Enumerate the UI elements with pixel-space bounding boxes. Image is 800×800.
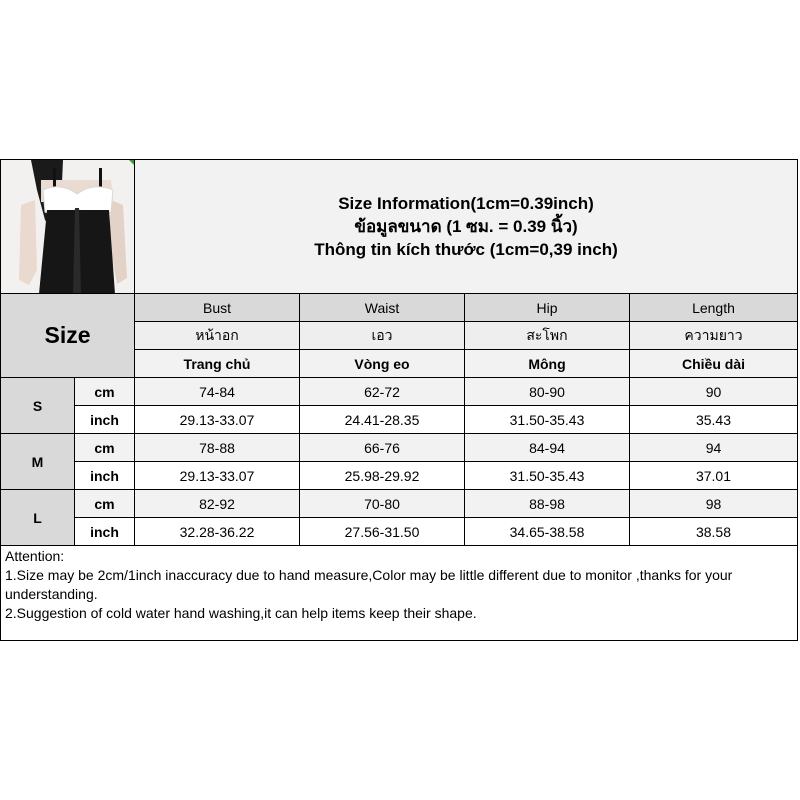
column-header-hip-th: สะโพก <box>465 322 630 350</box>
column-header-waist: Waist <box>300 294 465 322</box>
attention-heading: Attention: <box>5 548 65 564</box>
size-label-s: S <box>1 378 75 434</box>
column-header-hip: Hip <box>465 294 630 322</box>
table-cell: 82-92 <box>135 490 300 518</box>
table-cell: 80-90 <box>465 378 630 406</box>
table-cell: 88-98 <box>465 490 630 518</box>
table-cell: 70-80 <box>300 490 465 518</box>
unit-label-inch: inch <box>75 406 135 434</box>
unit-label-cm: cm <box>75 490 135 518</box>
table-cell: 37.01 <box>630 462 797 490</box>
column-header-length-th: ความยาว <box>630 322 797 350</box>
table-cell: 29.13-33.07 <box>135 462 300 490</box>
size-information-title <box>135 160 797 294</box>
title-vietnamese: Thông tin kích thước (1cm=0,39 inch) <box>314 240 618 259</box>
dress-model-image <box>1 160 135 294</box>
column-header-bust: Bust <box>135 294 300 322</box>
column-header-length-vi: Chiều dài <box>630 350 797 378</box>
table-cell: 62-72 <box>300 378 465 406</box>
attention-note-1: 1.Size may be 2cm/1inch inaccuracy due to hand measure,Color may be little different due to monitor ,thanks for your understanding. <box>5 567 733 602</box>
table-cell: 90 <box>630 378 797 406</box>
unit-label-inch: inch <box>75 518 135 546</box>
table-cell: 98 <box>630 490 797 518</box>
table-cell: 31.50-35.43 <box>465 462 630 490</box>
table-cell: 35.43 <box>630 406 797 434</box>
attention-notes <box>1 546 797 640</box>
table-cell: 78-88 <box>135 434 300 462</box>
column-header-bust-th: หน้าอก <box>135 322 300 350</box>
table-cell: 66-76 <box>300 434 465 462</box>
unit-label-inch: inch <box>75 462 135 490</box>
attention-note-2: 2.Suggestion of cold water hand washing,it can help items keep their shape. <box>5 605 477 621</box>
title-english: Size Information(1cm=0.39inch) <box>338 194 594 213</box>
table-cell: 25.98-29.92 <box>300 462 465 490</box>
table-cell: 31.50-35.43 <box>465 406 630 434</box>
table-cell: 34.65-38.58 <box>465 518 630 546</box>
column-header-waist-vi: Vòng eo <box>300 350 465 378</box>
table-cell: 94 <box>630 434 797 462</box>
size-chart <box>0 159 798 641</box>
table-cell: 32.28-36.22 <box>135 518 300 546</box>
table-cell: 27.56-31.50 <box>300 518 465 546</box>
title-thai: ข้อมูลขนาด (1 ซม. = 0.39 นิ้ว) <box>354 217 578 236</box>
table-cell: 84-94 <box>465 434 630 462</box>
size-label-m: M <box>1 434 75 490</box>
size-label-l: L <box>1 490 75 546</box>
table-cell: 74-84 <box>135 378 300 406</box>
unit-label-cm: cm <box>75 378 135 406</box>
table-cell: 29.13-33.07 <box>135 406 300 434</box>
unit-label-cm: cm <box>75 434 135 462</box>
column-header-length: Length <box>630 294 797 322</box>
column-header-bust-vi: Trang chủ <box>135 350 300 378</box>
product-photo <box>1 160 135 294</box>
table-cell: 38.58 <box>630 518 797 546</box>
column-header-waist-th: เอว <box>300 322 465 350</box>
size-header: Size <box>1 294 135 378</box>
column-header-hip-vi: Mông <box>465 350 630 378</box>
table-cell: 24.41-28.35 <box>300 406 465 434</box>
